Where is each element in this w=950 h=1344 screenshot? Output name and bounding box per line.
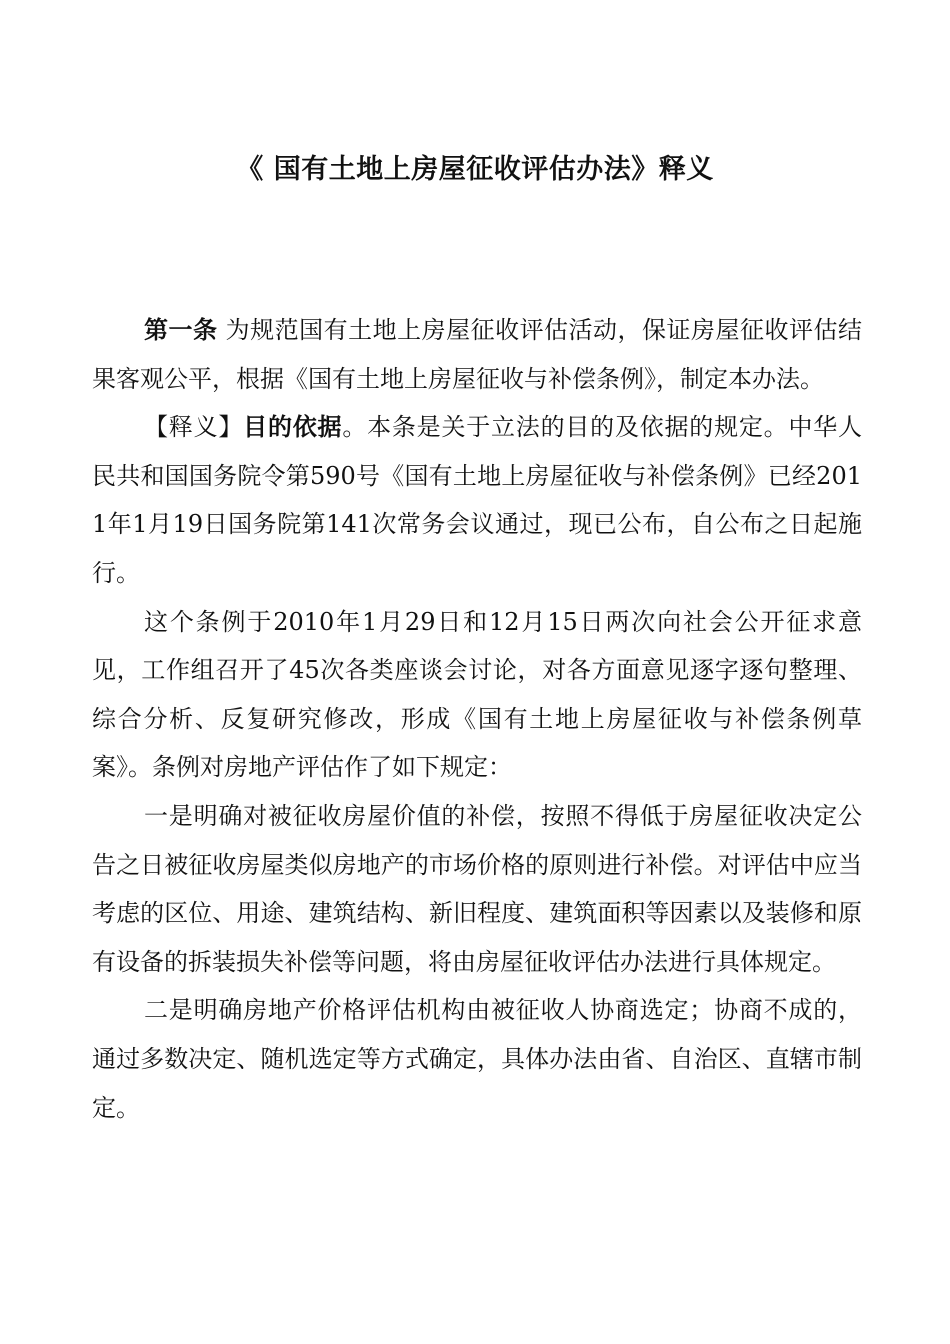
- paragraph-point-2: 二是明确房地产价格评估机构由被征收人协商选定；协商不成的，通过多数决定、随机选定等方式确定，具体办法由省、自治区、直辖市制定。: [92, 996, 862, 1122]
- document-body: [92, 306, 862, 1132]
- paragraph-text: 。本条是关于立法的目的及依据的规定。中华人民共和国国务院令第590号《国有土地上房屋征收与补偿条例》已经2011年1月19日国务院第141次常务会议通过，现已公布，自公布之日起施行。: [92, 413, 863, 587]
- paragraph-point-1: 一是明确对被征收房屋价值的补偿，按照不得低于房屋征收决定公告之日被征收房屋类似房地产的市场价格的原则进行补偿。对评估中应当考虑的区位、用途、建筑结构、新旧程度、建筑面积等因素以及装修和原有设备的拆装损失补偿等问题，将由房屋征收评估办法进行具体规定。: [92, 801, 862, 976]
- interpretation-heading: 目的依据: [243, 413, 343, 442]
- document-title: 《 国有土地上房屋征收评估办法》释义: [236, 154, 714, 185]
- paragraph-text: 为规范国有土地上房屋征收评估活动，保证房屋征收评估结果客观公平，根据《国有土地上房屋征收与补偿条例》，制定本办法。: [92, 316, 863, 393]
- article-number: 第一条: [144, 316, 218, 344]
- paragraph-interpretation: [92, 403, 862, 597]
- interpretation-marker: 【释义】: [144, 413, 244, 442]
- paragraph-article-1: [92, 306, 862, 403]
- paragraph-background: 这个条例于2010年1月29日和12月15日两次向社会公开征求意见，工作组召开了45次各类座谈会讨论，对各方面意见逐字逐句整理、综合分析、反复研究修改，形成《国有土地上房屋征收与补偿条例草案》。条例对房地产评估作了如下规定：: [92, 607, 862, 782]
